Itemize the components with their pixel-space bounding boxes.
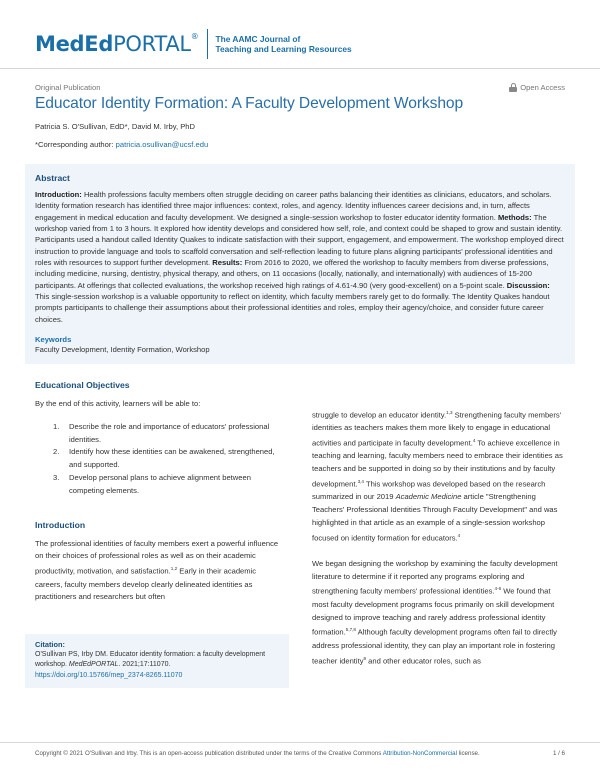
body-paragraph-1: struggle to develop an educator identity.$^{1,3}$ Strengthening faculty members' identities as teachers makes them more likely to engage in educational activities and participate in faculty development.$^4$ To achieve excellence in teaching and learning, faculty members need to embrace their identities as teachers and be supported in doing so by their institutions and by faculty development.$^{3,4}$ This workshop was developed based on the research summarized in our 2019 Academic Medicine article "Strengthening Teachers' Professional Identities Through Faculty Development" and was highlighted in that article as an example of a single-session workshop focused on identity formation for educators.$^4$: [312, 410, 563, 543]
keywords-list: Faculty Development, Identity Formation, Workshop: [35, 345, 210, 355]
author-email-link[interactable]: patricia.osullivan@ucsf.edu: [115, 140, 209, 149]
list-item: 2. Identify how these identities can be awakened, strengthened, and supported.: [53, 447, 275, 470]
objectives-intro: By the end of this activity, learners will be able to:: [35, 399, 201, 408]
logo-divider: [207, 29, 208, 59]
list-item: 3. Develop personal plans to achieve alignment between competing elements.: [53, 472, 251, 495]
publication-meta: [35, 83, 565, 92]
journal-header: [35, 26, 565, 62]
citation-text: O'Sullivan PS, Irby DM. Educator identity formation: a faculty development workshop. MedEdPORTAL. 2021;17:11070.: [35, 651, 266, 669]
article-title: Educator Identity Formation: A Faculty Development Workshop: [35, 95, 464, 112]
objectives-list: [53, 421, 285, 498]
keywords-heading: Keywords: [35, 335, 72, 345]
citation-heading: Citation:: [35, 640, 65, 649]
body-paragraph-2: We began designing the workshop by examining the faculty development literature to determine if it reported any programs exploring and strengthening faculty members' professional identities.$^{4-6}$ We found that most faculty development programs focus primarily on skill development designed to improve teaching and rarely address professional identity formation.$^{5,7,8}$ Although faculty development programs often fail to directly address professional identity, they can play an important role in fostering teacher identity$^9$ and other educator roles, such as: [312, 558, 558, 666]
open-access-badge: Open Access: [509, 83, 565, 92]
article-authors: Patricia S. O'Sullivan, EdD*, David M. Irby, PhD: [35, 122, 195, 131]
abstract-box: [25, 164, 575, 364]
list-item: 1. Describe the role and importance of educators' professional identities.: [53, 421, 270, 444]
right-column: [312, 407, 567, 668]
left-column: [35, 380, 285, 604]
open-lock-icon: [509, 83, 517, 92]
introduction-heading: Introduction: [35, 519, 86, 530]
copyright-notice: Copyright © 2021 O'Sullivan and Irby. This is an open-access publication distributed under the terms of the Creative Commons Attribution-NonCommercial license.: [35, 750, 480, 757]
doi-link[interactable]: https://doi.org/10.15766/mep_2374-8265.11070: [35, 671, 183, 679]
corresponding-author: *Corresponding author: patricia.osullivan@ucsf.edu: [35, 140, 209, 149]
mededportal-logo[interactable]: MedEdPORTAL®: [35, 32, 199, 56]
license-link[interactable]: Attribution-NonCommercial: [382, 750, 457, 757]
publication-type: Original Publication: [35, 83, 101, 92]
footer-divider: [0, 742, 600, 743]
journal-tagline: The AAMC Journal of Teaching and Learning Resources: [215, 33, 352, 54]
abstract-heading: Abstract: [35, 173, 70, 183]
page-footer: [35, 750, 565, 757]
header-divider: [0, 68, 600, 69]
page-number: 1 / 6: [552, 750, 565, 757]
introduction-paragraph: The professional identities of faculty members exert a powerful influence on their choices of professional roles as well as on their academic productivity, motivation, and satisfaction.$^{1,2}$ Early in their academic careers, faculty members develop clearly delineated identities as practitioners and researchers but often: [35, 538, 279, 602]
abstract-text: Introduction: Health professions faculty members often struggle deciding on career paths balancing their identities as clinicians, educators, and scholars. Identity formation research has identified three major influences: context, roles, and agency. Identity influences career decisions and, in turn, affects engagement in medical education and faculty development. We designed a single-session workshop to foster educator identity formation. Methods: The workshop varied from 1 to 3 hours. It explored how identity develops and considered how self, role, and context could be shaped to grow and sustain identity. Participants used a handout called Identity Quakes to indicate satisfaction with their support, engagement, and empowerment. The workshop employed direct instruction to provide language and tools to scaffold conversation and self-reflection leading to future plans aligning participants' professional identities and roles with resources to support further development. Results: From 2016 to 2020, we offered the workshop to faculty members from diverse professions, including medicine, nursing, dentistry, physical therapy, and others, on 11 occasions (locally, nationally, and internationally) with audiences of 15-200 participants. At offerings that collected evaluations, the workshop received high ratings of 4.61-4.90 (very good-excellent) on a 5-point scale. Discussion: This single-session workshop is a valuable opportunity to reflect on identity, which faculty members rarely get to do formally. The Identity Quakes handout prompts participants to challenge their assumptions about their professional identities and roles, employ their agency/choice, and consider future career choices.: [35, 190, 564, 324]
objectives-heading: Educational Objectives: [35, 380, 130, 390]
citation-box: [25, 634, 289, 688]
